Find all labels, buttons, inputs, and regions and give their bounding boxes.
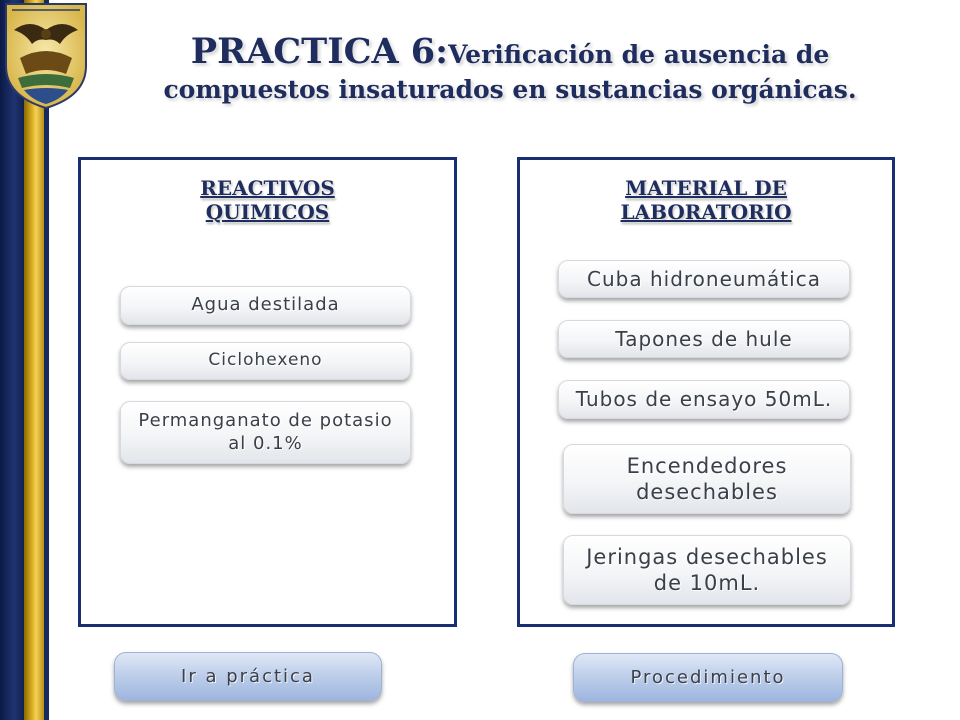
reactivos-heading-line2: QUIMICOS	[205, 200, 330, 224]
procedimiento-button[interactable]	[573, 653, 843, 702]
material-item-cuba-hidroneumatica[interactable]	[558, 260, 850, 298]
reactivo-item-agua-destilada[interactable]	[120, 286, 411, 325]
reactivo-item-label-line2: al 0.1%	[228, 432, 303, 454]
material-item-label: Tapones de hule	[615, 326, 793, 351]
reactivo-item-permanganato[interactable]	[120, 401, 411, 464]
procedimiento-label: Procedimiento	[630, 667, 786, 688]
material-heading-line2: LABORATORIO	[620, 200, 792, 224]
reactivo-item-ciclohexeno[interactable]	[120, 342, 411, 380]
material-item-label-line2: desechables	[636, 480, 778, 504]
material-item-label: Tubos de ensayo 50mL.	[575, 387, 833, 411]
reactivo-item-label: Agua destilada	[191, 294, 340, 316]
reactivo-item-label-line1: Permanganato de potasio	[138, 410, 393, 431]
material-item-label-line2: de 10mL.	[653, 571, 761, 595]
reactivos-panel	[78, 157, 457, 627]
ir-a-practica-button[interactable]	[114, 652, 382, 701]
material-item-tapones-de-hule[interactable]	[558, 320, 850, 358]
material-item-encendedores[interactable]	[563, 444, 851, 514]
material-item-tubos-de-ensayo[interactable]	[558, 380, 850, 419]
reactivos-heading	[81, 176, 454, 224]
material-heading	[520, 176, 892, 224]
material-item-label-line1: Encendedores	[626, 453, 788, 478]
material-item-label: Cuba hidroneumática	[587, 266, 821, 291]
material-item-jeringas[interactable]	[563, 535, 851, 605]
reactivo-item-label: Ciclohexeno	[208, 350, 323, 371]
material-item-label-line1: Jeringas desechables	[586, 544, 828, 569]
reactivos-heading-line1: REACTIVOS	[200, 176, 335, 200]
material-heading-line1: MATERIAL DE	[625, 176, 787, 200]
university-crest-logo	[0, 0, 92, 112]
title-line1: Verificación de ausencia de	[448, 40, 830, 69]
ir-a-practica-label: Ir a práctica	[181, 666, 315, 687]
page-title	[110, 30, 910, 105]
title-line2: compuestos insaturados en sustancias orgánicas.	[163, 74, 857, 104]
title-prefix: PRACTICA 6:	[190, 31, 449, 72]
